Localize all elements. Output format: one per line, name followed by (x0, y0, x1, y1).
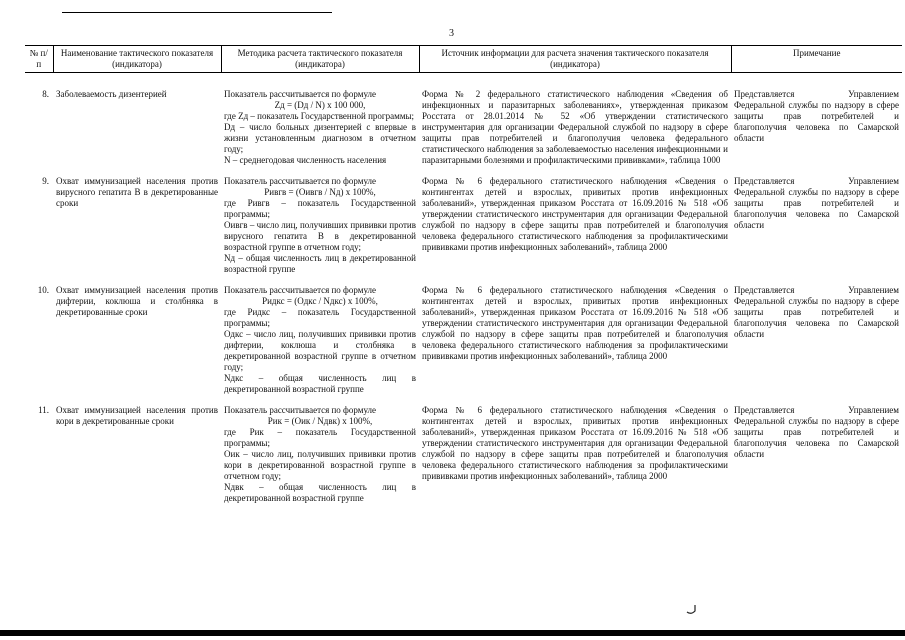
source-cell: Форма № 6 федерального статистического наблюдения «Сведения о контингентах детей и взрослых, привитых против инфекционных заболеваний», утвержденная приказом Росстата от 16.09.2016 № 518 «Об утверждении статистического инструментария для организации Федеральной службой по надзору в сфере защиты прав потребителей и благополучия человека федерального статистического наблюдения за профилактическими прививками против инфекционных заболеваний», таблица 2000 (422, 285, 728, 361)
indicators-table (25, 45, 902, 514)
header-source: Источник информации для расчета значения тактического показателя (индикатора) (419, 46, 731, 73)
note-cell: Представляется Управлением Федеральной службы по надзору в сфере защиты прав потребителей и благополучия человека по Самарской области (734, 176, 899, 230)
table-row (25, 176, 902, 285)
method-intro: Показатель рассчитывается по формуле (224, 285, 377, 295)
note-cell: Представляется Управлением Федеральной службы по надзору в сфере защиты прав потребителей и благополучия человека по Самарской области (734, 285, 899, 339)
method-definition: Одкс – число лиц, получивших прививки против дифтерии, коклюша и столбняка в декретированной возрастной группе в отчетном году; (224, 329, 416, 372)
indicator-name: Заболеваемость дизентерией (56, 89, 167, 99)
indicator-name: Охват иммунизацией населения против дифтерии, коклюша и столбняка в декретированные сроки (56, 285, 218, 317)
header-name: Наименование тактического показателя (индикатора) (53, 46, 221, 73)
method-formula: Ридкс = (Oдкс / Nдкс) х 100%, (262, 296, 378, 306)
method-cell (221, 285, 419, 405)
method-cell (221, 405, 419, 514)
row-num: 10. (37, 285, 49, 295)
method-definition: где Zд – показатель Государственной программы; (224, 111, 415, 121)
method-intro: Показатель рассчитывается по формуле (224, 89, 377, 99)
method-definition: где Ридкс – показатель Государственной программы; (224, 307, 416, 328)
row-num: 9. (42, 176, 49, 186)
method-definition: Dд – число больных дизентерией с впервые в жизни установленным диагнозом в отчетном году; (224, 122, 416, 154)
row-num: 8. (42, 89, 49, 99)
page-number: 3 (449, 28, 454, 39)
method-formula: Ривгв = (Оивгв / Nд) х 100%, (264, 187, 376, 197)
table-row (25, 73, 902, 177)
table-row (25, 405, 902, 514)
top-rule (62, 12, 332, 13)
source-cell: Форма № 2 федерального статистического наблюдения «Сведения об инфекционных и паразитарных заболеваниях», утвержденная приказом Росстата от 28.01.2014 № 52 «Об утверждении статистического инструментария для организации Федеральной службой по надзору в сфере защиты прав потребителей и благополучия человека федерального статистического наблюдения за заболеваемостью населения инфекционными и паразитарными болезнями и профилактическими прививками», таблица 1000 (422, 89, 728, 165)
table-row (25, 285, 902, 405)
indicator-name: Охват иммунизацией населения против вирусного гепатита В в декретированные сроки (56, 176, 218, 208)
method-definition: Nдвк – общая численность лиц в декретированной возрастной группе (224, 482, 416, 503)
table-header-row (25, 46, 902, 73)
pen-mark-icon (685, 602, 699, 616)
method-cell (221, 73, 419, 177)
header-method: Методика расчета тактического показателя (индикатора) (221, 46, 419, 73)
method-definition: Оивгв – число лиц, получивших прививки против вирусного гепатита В в декретированной возрастной группе в отчетном году; (224, 220, 416, 252)
method-cell (221, 176, 419, 285)
method-formula: Рик = (Оик / Nдвк) х 100%, (267, 416, 373, 426)
row-num: 11. (38, 405, 49, 415)
method-definition: N – среднегодовая численность населения (224, 155, 387, 165)
method-definition: где Ривгв – показатель Государственной программы; (224, 198, 416, 219)
method-formula: Zд = (Dд / N) х 100 000, (274, 100, 366, 110)
indicator-name: Охват иммунизацией населения против кори в декретированные сроки (56, 405, 218, 426)
method-intro: Показатель рассчитывается по формуле (224, 405, 377, 415)
note-cell: Представляется Управлением Федеральной службы по надзору в сфере защиты прав потребителей и благополучия человека по Самарской области (734, 89, 899, 143)
method-definition: Nдкс – общая численность лиц в декретированной возрастной группе (224, 373, 416, 394)
method-definition: Оик – число лиц, получивших прививки против кори в декретированной возрастной группе в отчетном году; (224, 449, 416, 481)
source-cell: Форма № 6 федерального статистического наблюдения «Сведения о контингентах детей и взрослых, привитых против инфекционных заболеваний», утвержденная приказом Росстата от 16.09.2016 № 518 «Об утверждении статистического инструментария для организации Федеральной службой по надзору в сфере защиты прав потребителей и благополучия человека федерального статистического наблюдения за профилактическими прививками против инфекционных заболеваний», таблица 2000 (422, 176, 728, 252)
handwritten-mark (685, 602, 699, 621)
method-intro: Показатель рассчитывается по формуле (224, 176, 377, 186)
method-definition: где Рик – показатель Государственной программы; (224, 427, 416, 448)
header-num: № п/п (25, 46, 53, 73)
bottom-scan-edge (0, 630, 905, 636)
note-cell: Представляется Управлением Федеральной службы по надзору в сфере защиты прав потребителей и благополучия человека по Самарской области (734, 405, 899, 459)
header-note: Примечание (731, 46, 902, 73)
method-definition: Nд – общая численность лиц в декретированной возрастной группе (224, 253, 416, 274)
source-cell: Форма № 6 федерального статистического наблюдения «Сведения о контингентах детей и взрослых, привитых против инфекционных заболеваний», утвержденная приказом Росстата от 16.09.2016 № 518 «Об утверждении статистического инструментария для организации Федеральной службой по надзору в сфере защиты прав потребителей и благополучия человека федерального статистического наблюдения за профилактическими прививками против инфекционных заболеваний», таблица 2000 (422, 405, 728, 481)
